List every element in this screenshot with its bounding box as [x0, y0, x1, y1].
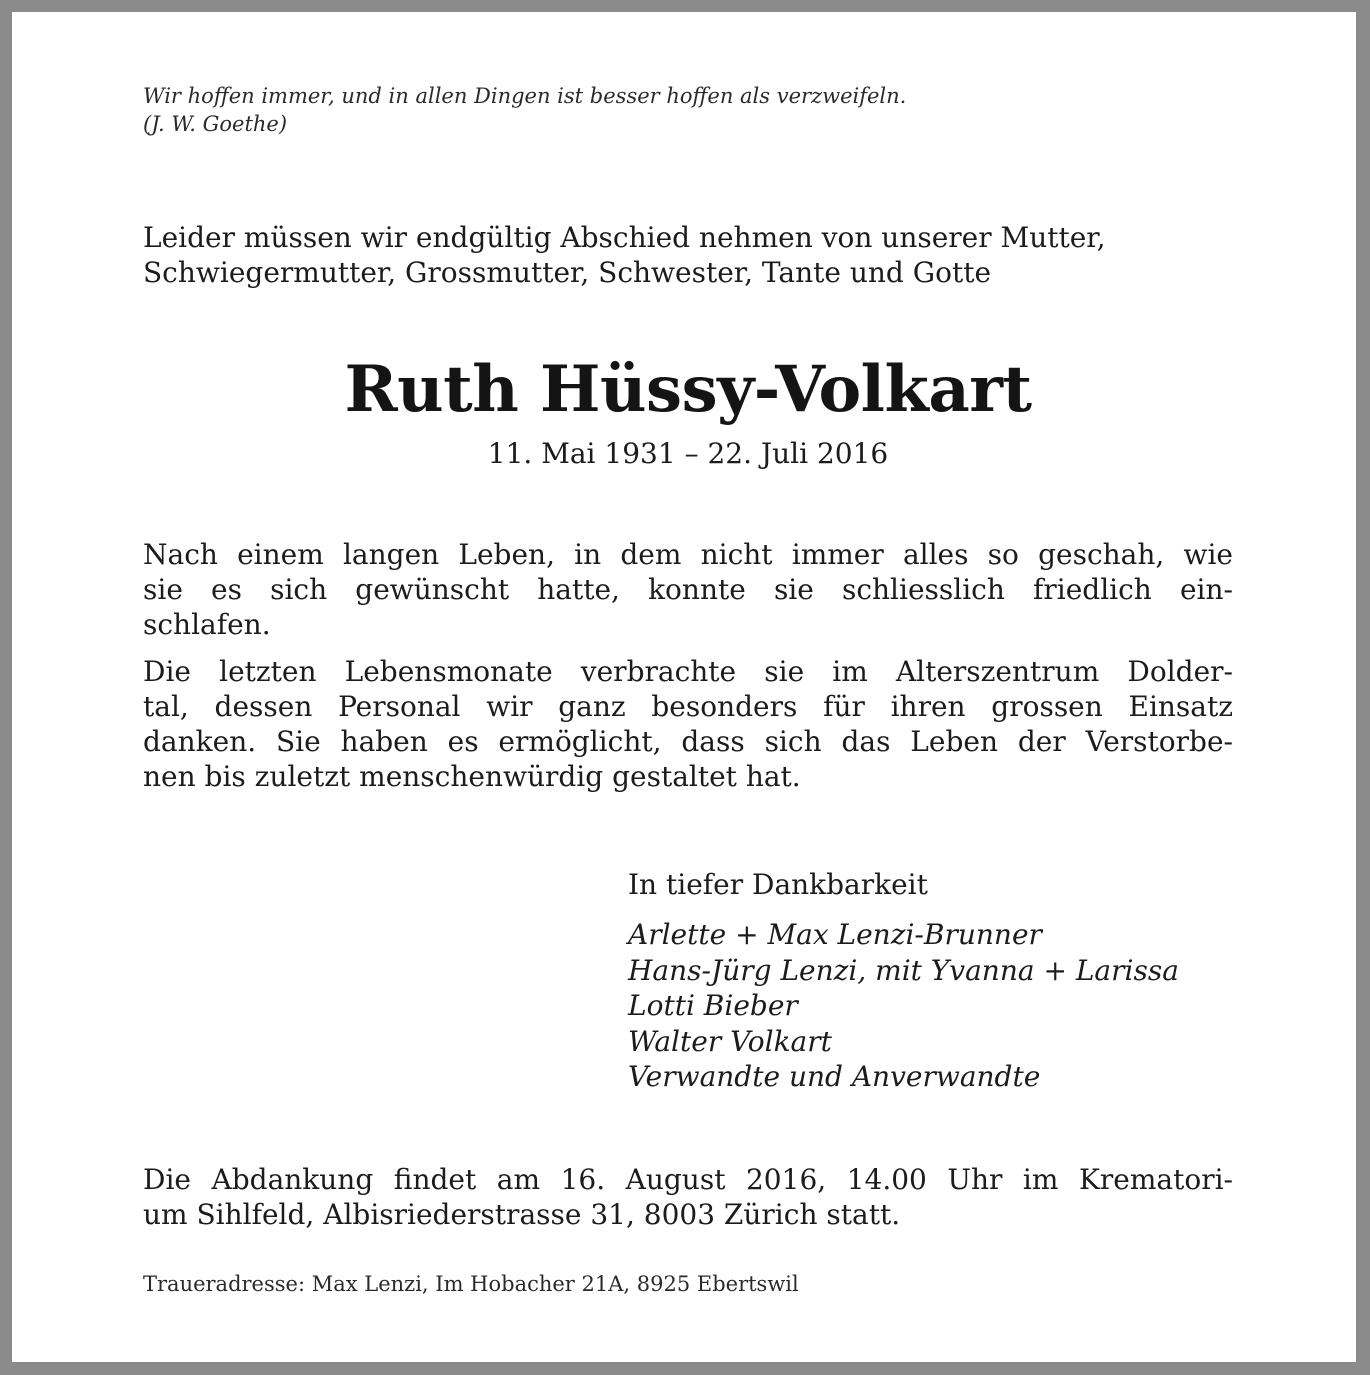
body-line: sie es sich gewünscht hatte, konnte sie schliesslich friedlich ein- — [143, 573, 1233, 606]
mourner-entry: Hans-Jürg Lenzi, mit Yvanna + Larissa — [628, 953, 1179, 987]
obituary-page — [12, 12, 1356, 1362]
mourner-entry: Arlette + Max Lenzi-Brunner — [628, 918, 1042, 951]
mourner-entry: Verwandte und Anverwandte — [628, 1060, 1041, 1093]
mourner-entry: Lotti Bieber — [628, 989, 798, 1022]
quote-line: Wir hoffen immer, und in allen Dingen ist besser hoffen als verzweifeln. — [143, 84, 907, 108]
obituary-body — [143, 537, 1233, 806]
service-line: um Sihlfeld, Albisriederstrasse 31, 8003 Zürich statt. — [143, 1198, 901, 1231]
funeral-service-info — [143, 1162, 1233, 1232]
mourners-list — [628, 917, 1179, 1095]
mourning-address: Traueradresse: Max Lenzi, Im Hobacher 21A, 8925 Ebertswil — [143, 1272, 799, 1296]
mourner-entry: Walter Volkart — [628, 1024, 832, 1058]
body-line: schlafen. — [143, 608, 271, 641]
quote-attribution: (J. W. Goethe) — [143, 112, 288, 136]
paragraph-peaceful-passing — [143, 537, 1233, 642]
body-line: danken. Sie haben es ermöglicht, dass sich das Leben der Verstorbe- — [143, 725, 1233, 758]
intro-line: Leider müssen wir endgültig Abschied nehmen von unserer Mutter, — [143, 221, 1106, 254]
life-dates: 11. Mai 1931 – 22. Juli 2016 — [487, 437, 889, 470]
service-line: Die Abdankung findet am 16. August 2016, 14.00 Uhr im Krematori- — [143, 1163, 1233, 1196]
body-line: Nach einem langen Leben, in dem nicht immer alles so geschah, wie — [143, 538, 1233, 571]
deceased-name: Ruth Hüssy-Volkart — [344, 352, 1032, 427]
goethe-quote — [143, 82, 1233, 138]
intro-line: Schwiegermutter, Grossmutter, Schwester, Tante und Gotte — [143, 256, 992, 289]
paragraph-care-thanks — [143, 654, 1233, 794]
body-line: Die letzten Lebensmonate verbrachte sie im Alterszentrum Dolder- — [143, 655, 1233, 688]
body-line: tal, dessen Personal wir ganz besonders für ihren grossen Einsatz — [143, 690, 1233, 723]
body-line: nen bis zuletzt menschenwürdig gestaltet hat. — [143, 760, 801, 793]
signoff: In tiefer Dankbarkeit — [628, 868, 928, 901]
intro-text — [143, 220, 1233, 290]
